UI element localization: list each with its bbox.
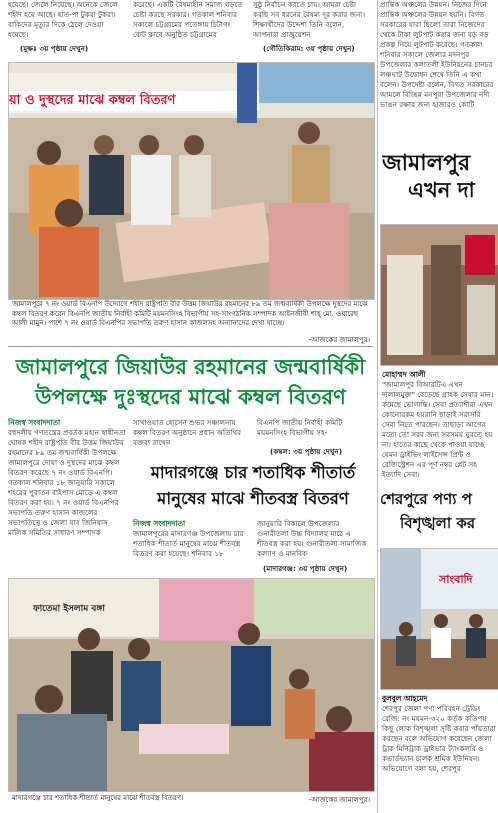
office-interior-photo: [381, 225, 498, 365]
second-headline: মাদারগঞ্জে চার শতাধিক শীতার্ত মানুষের মাঝে শীতবস্ত্র বিতরণ: [150, 463, 356, 508]
second-col2-text: জানুয়ারি বিকালে উপজেলার গুনারীতলা উচ্চ বিদ্যালয় মাঠে এ শীতবস্ত্র করা হয়। গুনারীতলা সামাজিক কল্যাণ ও মানবিক: [257, 519, 367, 558]
divider: [8, 346, 373, 347]
top-col3-text: সুষ্ঠু নির্বাচন করতে চায়। আমরা চেষ্টা করছি সব ধরনের বৈষম্য দূর করার জন্য। শিক্ষার্থীদের উদ্দেশ্য তিনি বলেন, আপনারা প্রাজুয়েশন: [253, 0, 366, 39]
photo-banner: য়া ও দুস্থদের মাঝে কম্বল বিতরণ: [9, 93, 176, 108]
right-divider: [377, 0, 378, 813]
second-photo-credit: -আজকের জামালপুর।: [308, 796, 370, 804]
main-col3-text: বিএনপি জাতীয় নির্বাহী কমিটি ময়মনসিংহ বিভাগীয় সহ-: [257, 418, 343, 437]
sherpur-headline: শেরপুরে পণ্য প: [380, 490, 472, 508]
sherpur-subhead: বিশৃঙ্খলা কর: [400, 514, 476, 532]
second-photo-banner: ফাতেমা ইসলাম বঙ্গা: [33, 604, 105, 614]
main-photo-credit: -আজকের জামালপুর।: [308, 336, 370, 344]
main-headline: জামালপুরে জিয়াউর রহমানের জন্মবার্ষিকী উপলক্ষে দুঃস্থদের মাঝে কম্বল বিতরণ: [15, 355, 366, 409]
sherpur-photo-banner: সাংবাদি: [439, 573, 473, 586]
second-col1-text: জামালপুরের মাদারগঞ্জ উপজেলায় চার শতাধিক শীতার্ত মানুষের মাঝে শীতবস্ত্র বিতরণ করা হয়েছে। শনিবার ১৮: [133, 529, 244, 558]
second-story-photo: [8, 578, 375, 792]
main-story-photo: [8, 62, 375, 300]
main-col1-text: বহুদলীয় গণতন্ত্রের প্রবর্তক মহান স্বাধীনতা ঘোষক শহীদ রাষ্ট্রপতি বীর উত্তম জিয়াউর রহমানের ৮৯ তম জন্মবার্ষিকী উপলক্ষে জামালপুরে দোয়া ও দুস্থদের মাঝে কম্বল বিতরণ করেছে ৭ নং ওয়ার্ড বিএনপি। গতকাল শনিবার ১৮ জানুয়ারি সকালে শহরের পুরাতন বাইপাস মোড়ে এ কম্বল বিতরণ করা হয়। ৭ নং ওয়ার্ড বিএনপির সভাপতি তরুণ হাসান কাজলের সভাপতিত্বে ও জেলা যাব জিনিয়াস মালিক সমিতির সাধারণ সম্পাদক: [8, 428, 126, 537]
sherpur-photo: [380, 548, 498, 690]
sherpur-byline: বুলবুল আহমেদ: [382, 694, 428, 703]
jamalpur-headline: জামালপুর: [382, 151, 471, 176]
top-col1-jump: (মুক্ষঃ ৩য় পৃষ্ঠায় দেখুন): [20, 44, 89, 53]
brta-text: "জামালপুর বিআরটিএ এখন দালালমুক্ত" বেড়েছে গ্রাহক সেবার মান। কমেছে ভোগান্তি। সেবা প্রত্যাশীরা এখন কোনোরকম হয়রানি ছাড়াই সরাসরি সেবা নিতে পারছেন। তাছাড়া আগের মতো তো সরব জন্য সবসময় ঘুরতে হয় না। হাতের কাছে থেকে পাওয়া যাচ্ছে যেমন ড্রাইভিং লাইসেন্স প্রিন্ট ও রেজিস্ট্রেশন এর পূর্ণ নম্বর প্লেট সহ ইত্যাদি সেবা।: [382, 380, 494, 479]
sherpur-text: শেরপুর জেলা পণ্য পরিবহন ট্রেডিং রেজি: নং ময়মন-৩২০ কর্তৃক কতিপয় কিছু লোক বিশৃঙ্খলা সৃষ্টি করার পাঁয়তারা করছেন বলে অভিযোগ করেছেন জেলা ট্রাক মিনিট্রাক ড্রাইভার ট্যাংকলরি ও কভার্ডভ্যান চালক শ্রমিক ইউনিয়ন। অভিযোগে বলা হয়, শেরপুর: [382, 704, 496, 773]
main-col2-text: সাখাওয়াত হোসেন শুভর সঞ্চালনায় কম্বল বিতরণ অনুষ্ঠানে প্রধান অতিথির বক্তব্য রাখেন: [133, 418, 242, 447]
top-col1-text: হয়েছে। জেলে নিয়েছে। অনেকে জেলে শহীদ হয়ে আছে। হাত-পা টুকরা টুকরা। বাকিদের মৃত্যুর দিকে ঠেলে দেওয়া হয়েছে।: [8, 0, 118, 39]
brta-byline: মোহাম্মদ আলী: [382, 370, 426, 379]
jamalpur-subhead: এখন দা: [408, 178, 475, 202]
top-col3-jump: (গৌতিকিরাম: ৩য় পৃষ্ঠায় দেখুন): [263, 44, 355, 53]
press-conference-photo: [381, 549, 498, 689]
second-byline: নিজস্ব সংবাদদাতা: [133, 519, 186, 528]
second-jump: (মাদারগঞ্জ: ৩য় পৃষ্ঠায় দেখুন): [263, 564, 348, 573]
main-jump: (কম্বল: ৩য় পৃষ্ঠায় দেখুন): [270, 447, 343, 456]
main-byline: নিজস্ব সংবাদদাতা: [8, 418, 61, 427]
brta-office-photo: [380, 224, 498, 366]
top-col4-text: প্রান্তিক অঞ্চলের উন্নয়ন। নিজের দিনে প্রান্তিক অঞ্চলের উন্নয়ন হয়নি। বিগত সরকারের যারা ছিলো তারা নিজেদের থেকে টাকা লুটপাট করার জন্য বড় বড় প্রকল্প নিয়ে লুটপাট করেছে। গতকাল শনিবার সকালে জেলার মদনপুর উপজেলার কলাতলী ইউনিয়নের চানচর লঞ্চঘাট উদ্বোধন শেষে তিনি এ কথা বলেন। উপদেষ্টা বলেন, বিগত সরকারের আমলে বিচ্ছিন্ন মনপুরা উপজেলার নদী ভাঙন রক্ষার জন্য হাজারও কোটি: [380, 0, 494, 109]
second-photo-caption: মাদারগঞ্জে চার শতাধিক শীতার্ত মানুষের মাঝে শীতবস্ত্র বিতরণ।: [12, 794, 184, 802]
top-col2-text: করেছে। একটি বৈষম্যহীন সমাজ গড়তে চেষ্টা করছে সরকার। গতকাল শনিবার সকালে চট্টগ্রামের পতেঙ্গায় চিটাগং বোট ক্লাবে অনুষ্ঠিত চট্টগ্রামের: [133, 0, 243, 39]
main-photo-caption: জামালপুরে ৭ নং ওয়ার্ড বিএনপি উদ্যোগে শহীদ রাষ্ট্রপতি বীর উত্তম জিয়াউর রহমানের ৮৯ তম জন্মবার্ষিকী উপলক্ষে দুস্থদের মাঝে কম্বল বিতরণ করেন বিএনপি জাতীয় নির্বাহী কমিটি ময়মনসিংহ বিভাগীয় সহ-সাংগঠনিক সম্পাদক আইনজীবী শাহ্ মো. ওয়ারেছ আলী মামুন। পাশে ৭ নং ওয়ার্ড বিএনপির সভাপতি তরুণ হাসান কাজলসহ অন্যান্যদের দেখা যাচ্ছে।: [12, 300, 368, 327]
